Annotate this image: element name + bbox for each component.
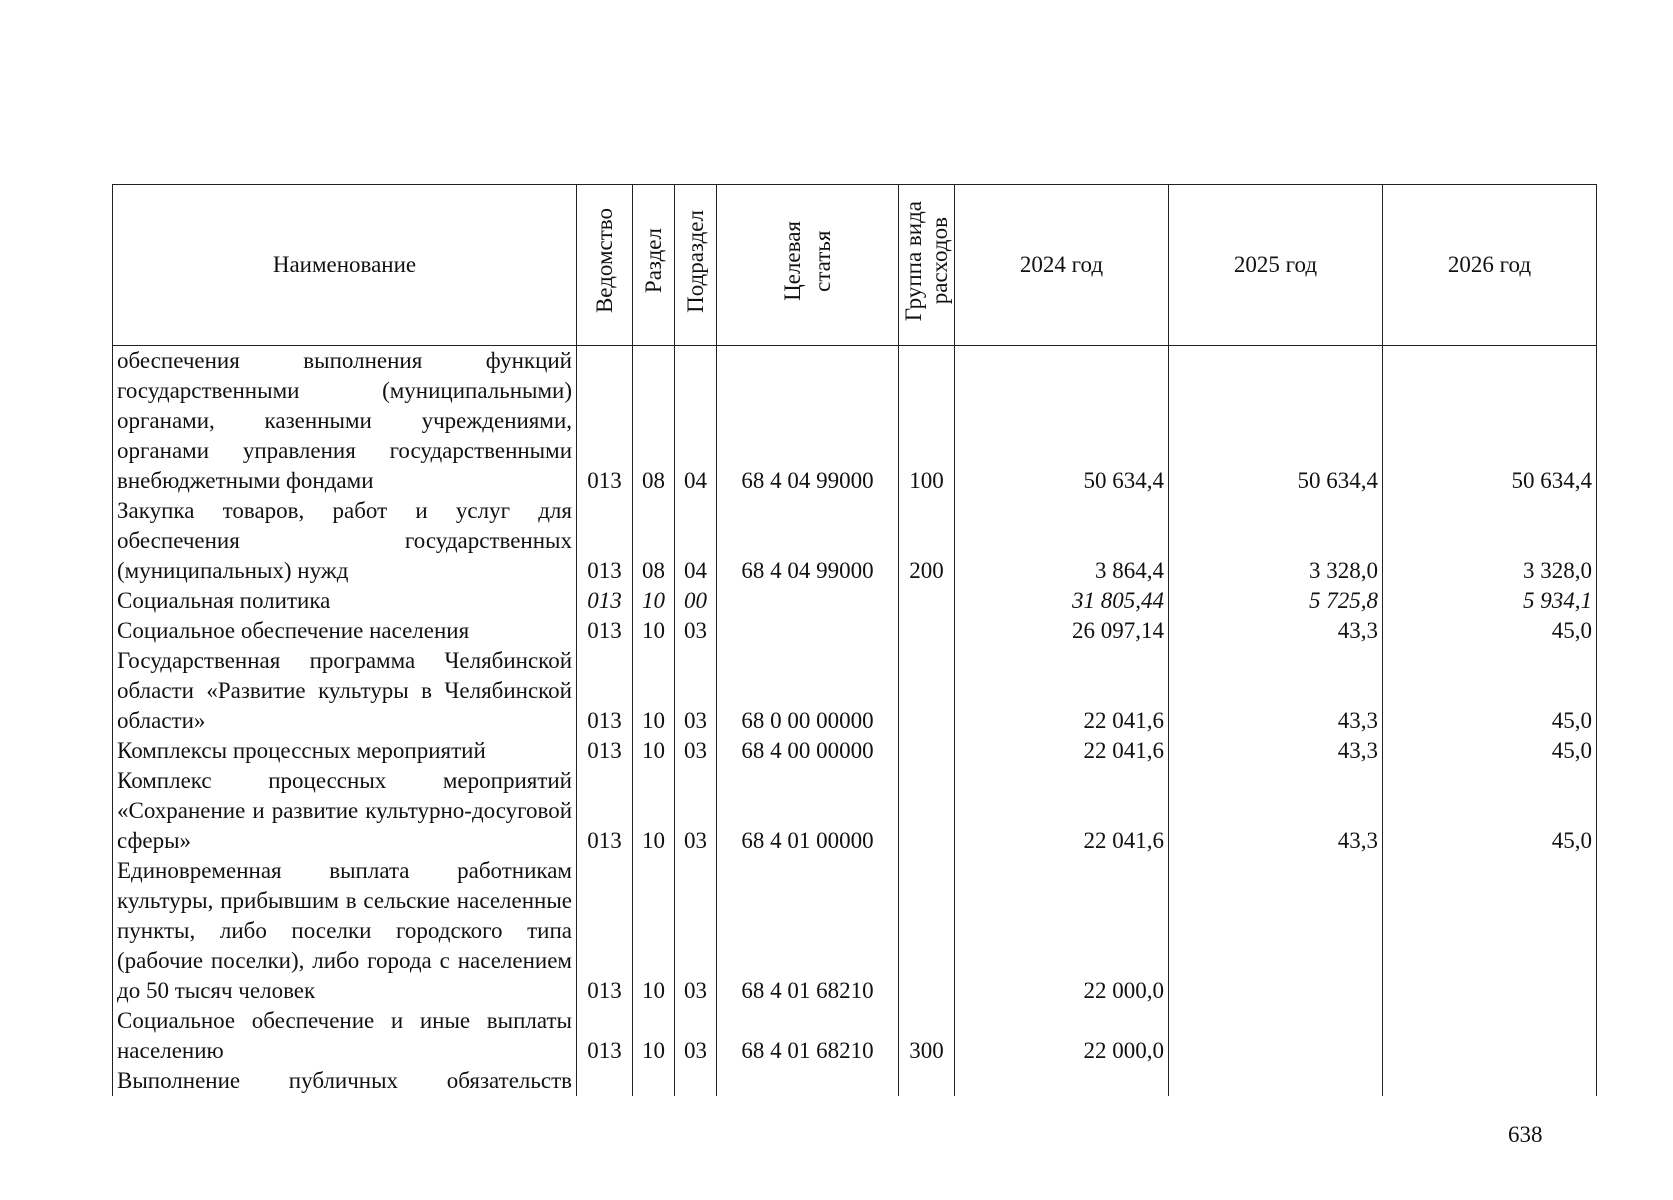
row-gruppa — [899, 736, 955, 766]
row-podrazdel: 03 — [675, 736, 717, 766]
row-2025: 43,3 — [1169, 646, 1383, 736]
row-2026 — [1383, 1066, 1597, 1096]
row-gruppa: 100 — [899, 346, 955, 497]
row-2026: 45,0 — [1383, 646, 1597, 736]
table-header — [113, 185, 1597, 346]
row-name: Комплекс процессных мероприятий «Сохранение и развитие культурно-досуговой сферы» — [113, 766, 577, 856]
row-2024: 22 000,0 — [955, 1006, 1169, 1066]
row-vedomstvo: 013 — [577, 736, 633, 766]
row-celevaya-statya — [717, 1066, 899, 1096]
header-podrazdel: Подраздел — [675, 185, 717, 346]
row-celevaya-statya: 68 4 00 00000 — [717, 736, 899, 766]
row-celevaya-statya: 68 4 01 68210 — [717, 856, 899, 1006]
row-2025: 3 328,0 — [1169, 496, 1383, 586]
table-row — [113, 736, 1597, 766]
row-name: Единовременная выплата работникам культуры, прибывшим в сельские населенные пункты, либо поселки городского типа (рабочие поселки), либо города с населением до 50 тысяч человек — [113, 856, 577, 1006]
row-vedomstvo: 013 — [577, 646, 633, 736]
row-celevaya-statya — [717, 616, 899, 646]
header-2025: 2025 год — [1169, 185, 1383, 346]
row-2024: 22 000,0 — [955, 856, 1169, 1006]
row-2025: 43,3 — [1169, 616, 1383, 646]
header-gruppa-vida-rashodov — [899, 185, 955, 346]
row-2025 — [1169, 856, 1383, 1006]
row-gruppa — [899, 1066, 955, 1096]
budget-table — [112, 184, 1597, 1096]
row-vedomstvo: 013 — [577, 856, 633, 1006]
row-name: Государственная программа Челябинской области «Развитие культуры в Челябинской области» — [113, 646, 577, 736]
row-celevaya-statya — [717, 586, 899, 616]
row-podrazdel: 03 — [675, 766, 717, 856]
table-row — [113, 1066, 1597, 1096]
row-razdel: 10 — [633, 736, 675, 766]
row-gruppa — [899, 616, 955, 646]
row-2025: 43,3 — [1169, 766, 1383, 856]
row-2026: 50 634,4 — [1383, 346, 1597, 497]
row-gruppa — [899, 646, 955, 736]
row-razdel: 10 — [633, 856, 675, 1006]
table-body — [113, 346, 1597, 1097]
row-2026: 3 328,0 — [1383, 496, 1597, 586]
table-row — [113, 586, 1597, 616]
row-vedomstvo: 013 — [577, 586, 633, 616]
header-celevaya-statya — [717, 185, 899, 346]
row-podrazdel: 03 — [675, 616, 717, 646]
row-celevaya-statya: 68 4 01 68210 — [717, 1006, 899, 1066]
row-2024 — [955, 1066, 1169, 1096]
row-podrazdel — [675, 1066, 717, 1096]
row-razdel: 10 — [633, 646, 675, 736]
header-2026: 2026 год — [1383, 185, 1597, 346]
row-razdel: 10 — [633, 586, 675, 616]
row-gruppa — [899, 856, 955, 1006]
row-name: Социальная политика — [113, 586, 577, 616]
row-2026 — [1383, 856, 1597, 1006]
row-2024: 22 041,6 — [955, 736, 1169, 766]
header-2024: 2024 год — [955, 185, 1169, 346]
table-row — [113, 766, 1597, 856]
header-vedomstvo: Ведомство — [577, 185, 633, 346]
row-2025 — [1169, 1006, 1383, 1066]
row-podrazdel: 04 — [675, 496, 717, 586]
row-razdel: 08 — [633, 346, 675, 497]
row-vedomstvo: 013 — [577, 616, 633, 646]
table-row — [113, 496, 1597, 586]
row-2026: 45,0 — [1383, 616, 1597, 646]
row-2025: 50 634,4 — [1169, 346, 1383, 497]
row-podrazdel: 03 — [675, 1006, 717, 1066]
table-row — [113, 646, 1597, 736]
row-name: Комплексы процессных мероприятий — [113, 736, 577, 766]
row-name: Выполнение публичных обязательств — [113, 1066, 577, 1096]
row-vedomstvo — [577, 1066, 633, 1096]
table-row — [113, 1006, 1597, 1066]
row-celevaya-statya: 68 0 00 00000 — [717, 646, 899, 736]
header-gruppa-line2: расходов — [926, 217, 952, 305]
row-name: обеспечения выполнения функций государственными (муниципальными) органами, казенными учреждениями, органами управления государственными внебюджетными фондами — [113, 346, 577, 497]
row-name: Закупка товаров, работ и услуг для обеспечения государственных (муниципальных) нужд — [113, 496, 577, 586]
row-2024: 22 041,6 — [955, 646, 1169, 736]
row-vedomstvo: 013 — [577, 1006, 633, 1066]
row-name: Социальное обеспечение и иные выплаты населению — [113, 1006, 577, 1066]
row-podrazdel: 04 — [675, 346, 717, 497]
row-gruppa: 300 — [899, 1006, 955, 1066]
table-row — [113, 856, 1597, 1006]
row-2026: 45,0 — [1383, 766, 1597, 856]
table-row — [113, 616, 1597, 646]
row-vedomstvo: 013 — [577, 496, 633, 586]
row-podrazdel: 03 — [675, 646, 717, 736]
header-celevaya-line1: Целевая — [779, 221, 805, 301]
row-razdel: 10 — [633, 766, 675, 856]
header-gruppa-line1: Группа вида — [900, 200, 926, 322]
row-2026 — [1383, 1006, 1597, 1066]
page-number: 638 — [1508, 1122, 1543, 1147]
row-razdel — [633, 1066, 675, 1096]
row-celevaya-statya: 68 4 04 99000 — [717, 346, 899, 497]
row-vedomstvo: 013 — [577, 766, 633, 856]
row-celevaya-statya: 68 4 04 99000 — [717, 496, 899, 586]
header-razdel: Раздел — [633, 185, 675, 346]
row-2025 — [1169, 1066, 1383, 1096]
header-name: Наименование — [113, 185, 577, 346]
row-celevaya-statya: 68 4 01 00000 — [717, 766, 899, 856]
row-2025: 43,3 — [1169, 736, 1383, 766]
row-2024: 26 097,14 — [955, 616, 1169, 646]
row-gruppa: 200 — [899, 496, 955, 586]
row-razdel: 10 — [633, 1006, 675, 1066]
row-2024: 22 041,6 — [955, 766, 1169, 856]
row-podrazdel: 00 — [675, 586, 717, 616]
row-razdel: 08 — [633, 496, 675, 586]
row-2024: 3 864,4 — [955, 496, 1169, 586]
row-gruppa — [899, 766, 955, 856]
row-2024: 31 805,44 — [955, 586, 1169, 616]
row-2026: 45,0 — [1383, 736, 1597, 766]
table-row — [113, 346, 1597, 497]
row-2026: 5 934,1 — [1383, 586, 1597, 616]
row-name: Социальное обеспечение населения — [113, 616, 577, 646]
row-2025: 5 725,8 — [1169, 586, 1383, 616]
row-2024: 50 634,4 — [955, 346, 1169, 497]
row-razdel: 10 — [633, 616, 675, 646]
row-podrazdel: 03 — [675, 856, 717, 1006]
row-vedomstvo: 013 — [577, 346, 633, 497]
row-gruppa — [899, 586, 955, 616]
header-celevaya-line2: статья — [809, 230, 835, 292]
